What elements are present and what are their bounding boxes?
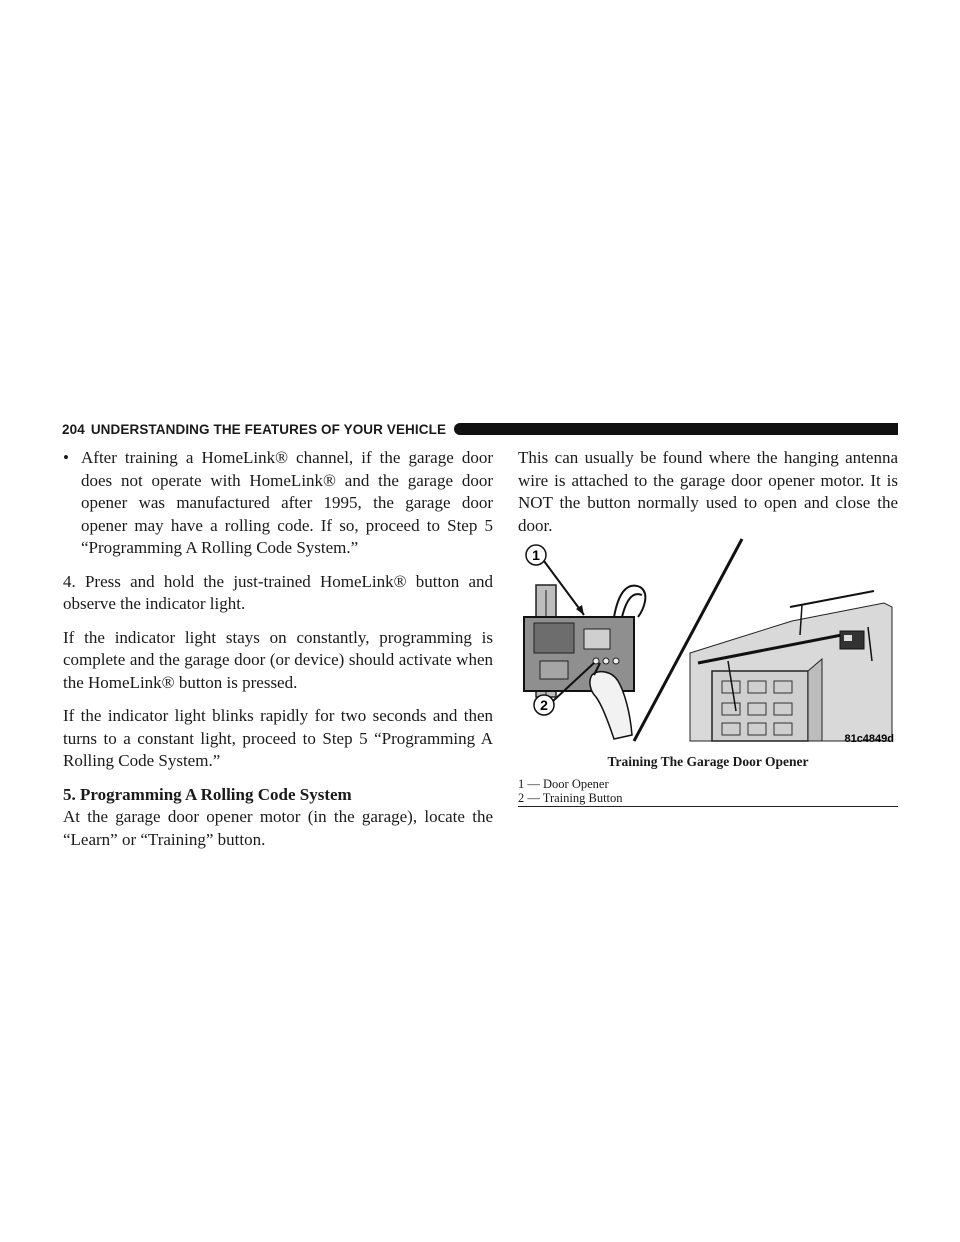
step-4-paragraph: 4. Press and hold the just-trained HomeLink® button and observe the indicator light. [63, 571, 493, 613]
legend-item: 1 — Door Opener [518, 777, 609, 791]
constant-light-paragraph: If the indicator light stays on constantly, programming is complete and the garage door (or device) should activate when the HomeLink® button is pressed. [63, 627, 493, 692]
garage-opener-illustration [522, 535, 898, 747]
callout-2: 2 [540, 697, 548, 713]
right-paragraph: This can usually be found where the hanging antenna wire is attached to the garage door opener motor. It is NOT the button normally used to open and close the door. [518, 448, 898, 535]
garage-overview [690, 591, 892, 741]
step-5-heading: 5. Programming A Rolling Code System [63, 784, 352, 804]
header-rule [454, 423, 898, 435]
figure-caption: Training The Garage Door Opener [607, 754, 809, 769]
step-5-paragraph: At the garage door opener motor (in the garage), locate the “Learn” or “Training” button. [63, 807, 493, 849]
figure-code: 81c4849d [844, 733, 894, 745]
blinking-light-paragraph: If the indicator light blinks rapidly for two seconds and then turns to a constant light, proceed to Step 5 “Programming A Rolling Code System.” [63, 706, 493, 770]
figure-legend [518, 777, 898, 807]
section-title: UNDERSTANDING THE FEATURES OF YOUR VEHICLE [90, 421, 447, 437]
page-header [62, 419, 898, 439]
left-column [63, 447, 493, 862]
bullet-text: After training a HomeLink® channel, if the garage door does not operate with HomeLink® and the garage door opener was manufactured after 1995, the garage door opener may have a rolling code. If so, proceed to Step 5 “Programming A Rolling Code System.” [81, 448, 493, 557]
callout-1: 1 [532, 547, 540, 563]
legend-item: 2 — Training Button [518, 791, 623, 805]
bullet-item [63, 447, 493, 560]
bullet-mark: • [63, 448, 69, 467]
right-column [518, 447, 898, 548]
opener-closeup [524, 545, 645, 739]
page-number: 204 [62, 421, 85, 437]
